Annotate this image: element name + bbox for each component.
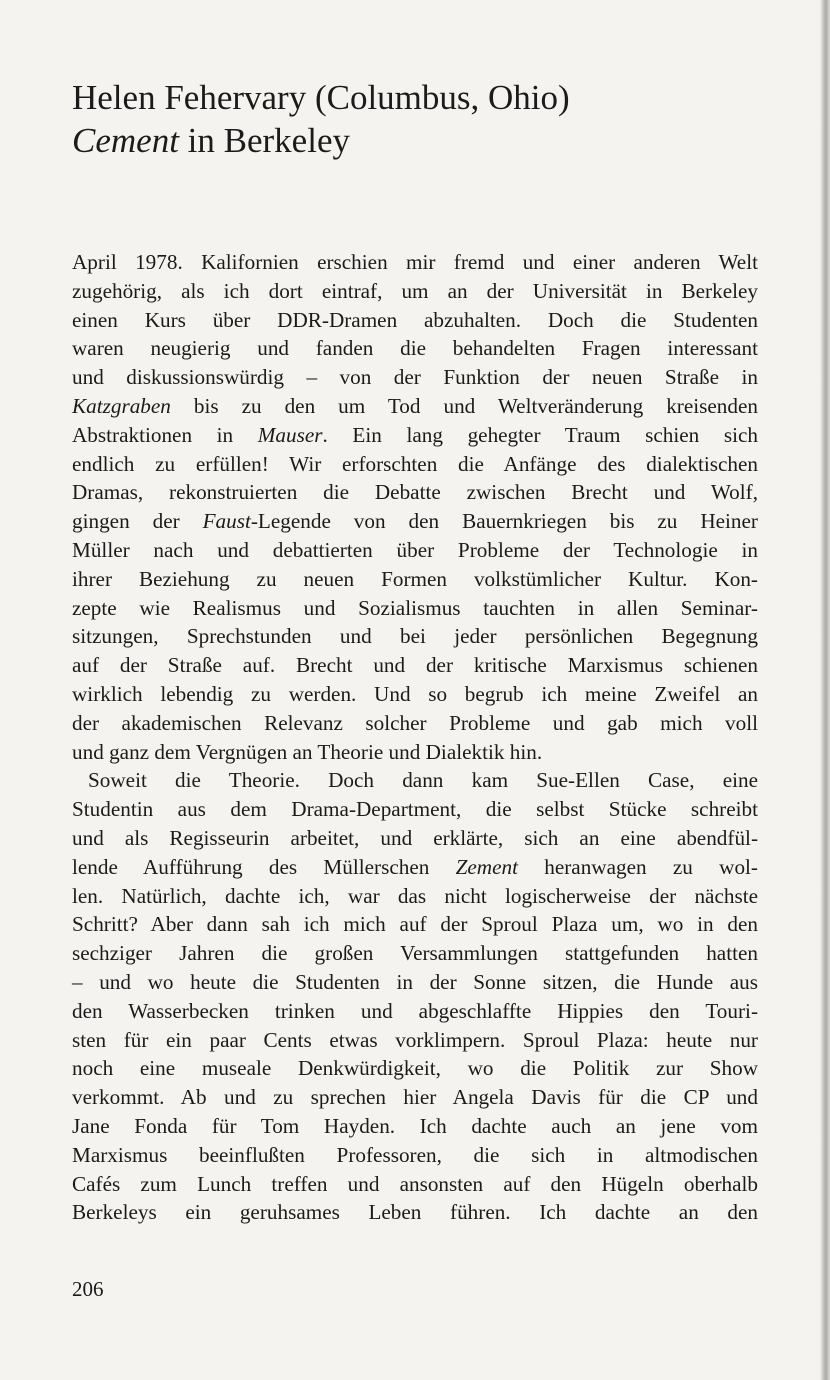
text-line: [72, 738, 758, 767]
text-line: [72, 1141, 758, 1170]
text-span: len. Natürlich, dachte ich, war das nicht logischerweise der nächste: [72, 883, 758, 908]
text-span: den Wasserbecken trinken und abgeschlaffte Hippies den Touri-: [72, 998, 758, 1023]
italic-title-span: Mauser: [257, 422, 323, 447]
text-span: sitzungen, Sprechstunden und bei jeder persönlichen Begegnung: [72, 624, 758, 649]
text-span: – und wo heute die Studenten in der Sonne sitzen, die Hunde aus: [72, 969, 758, 994]
text-span: wirklich lebendig zu werden. Und so begrub ich meine Zweifel an: [72, 681, 758, 706]
chapter-title: [72, 119, 772, 162]
text-span: einen Kurs über DDR-Dramen abzuhalten. Doch die Studenten: [72, 307, 758, 332]
page-number: 206: [72, 1277, 104, 1301]
text-line: [72, 1170, 758, 1199]
text-line: [72, 882, 758, 911]
text-span: Abstraktionen in: [72, 422, 258, 447]
text-line: [72, 507, 758, 536]
text-line: [72, 421, 758, 450]
text-line: [72, 651, 758, 680]
text-line: [72, 766, 758, 795]
text-span: Müller nach und debattierten über Probleme der Technologie in: [72, 537, 758, 562]
chapter-title-rest: in Berkeley: [178, 121, 350, 160]
text-line: [72, 910, 758, 939]
text-span: bis zu den um Tod und Weltveränderung kreisenden: [170, 393, 758, 418]
text-line: [72, 594, 758, 623]
text-line: [72, 392, 758, 421]
text-line: [72, 622, 758, 651]
text-span: Dramas, rekonstruierten die Debatte zwischen Brecht und Wolf,: [72, 480, 758, 505]
text-line: [72, 478, 758, 507]
text-span: zugehörig, als ich dort eintraf, um an der Universität in Berkeley: [72, 278, 758, 303]
text-span: heranwagen zu wol-: [517, 854, 758, 879]
text-span: Soweit die Theorie. Doch dann kam Sue-Ellen Case, eine: [88, 768, 758, 793]
page-edge-shadow: [820, 0, 830, 1380]
text-span: -Legende von den Bauernkriegen bis zu Heiner: [250, 509, 758, 534]
text-line: [72, 536, 758, 565]
text-span: und diskussionswürdig – von der Funktion der neuen Straße in: [72, 365, 758, 390]
text-span: Schritt? Aber dann sah ich mich auf der Sproul Plaza um, wo in den: [72, 912, 758, 937]
text-span: Marxismus beeinflußten Professoren, die sich in altmodischen: [72, 1142, 758, 1167]
text-span: ihrer Beziehung zu neuen Formen volkstümlicher Kultur. Kon-: [72, 566, 758, 591]
text-span: und als Regisseurin arbeitet, und erklärte, sich an eine abendfül-: [72, 825, 758, 850]
text-line: [72, 334, 758, 363]
italic-title-span: Zement: [455, 854, 518, 879]
text-span: . Ein lang gehegter Traum schien sich: [322, 422, 758, 447]
text-span: Jane Fonda für Tom Hayden. Ich dachte auch an jene vom: [72, 1113, 758, 1138]
text-line: [72, 853, 758, 882]
text-span: sten für ein paar Cents etwas vorklimpern. Sproul Plaza: heute nur: [72, 1027, 758, 1052]
body-text: [72, 248, 758, 1227]
text-line: [72, 277, 758, 306]
text-span: sechziger Jahren die großen Versammlungen stattgefunden hatten: [72, 941, 758, 966]
text-span: endlich zu erfüllen! Wir erforschten die Anfänge des dialektischen: [72, 451, 758, 476]
text-span: zepte wie Realismus und Sozialismus tauchten in allen Seminar-: [72, 595, 758, 620]
text-span: Cafés zum Lunch treffen und ansonsten auf den Hügeln oberhalb: [72, 1171, 758, 1196]
text-span: waren neugierig und fanden die behandelten Fragen interessant: [72, 336, 758, 361]
text-span: gingen der: [72, 509, 203, 534]
text-line: [72, 565, 758, 594]
text-line: [72, 306, 758, 335]
text-span: April 1978. Kalifornien erschien mir fremd und einer anderen Welt: [72, 250, 758, 274]
text-line: [72, 939, 758, 968]
text-line: [72, 363, 758, 392]
text-line: [72, 709, 758, 738]
author-line: Helen Fehervary (Columbus, Ohio): [72, 78, 570, 117]
text-line: [72, 248, 758, 277]
text-span: lende Aufführung des Müllerschen: [72, 854, 456, 879]
italic-title-span: Faust: [202, 509, 251, 534]
chapter-heading: [72, 76, 772, 162]
text-line: [72, 968, 758, 997]
text-span: noch eine museale Denkwürdigkeit, wo die Politik zur Show: [72, 1056, 758, 1081]
chapter-title-italic: Cement: [72, 121, 179, 160]
text-line: [72, 997, 758, 1026]
text-line: [72, 1026, 758, 1055]
text-line: [72, 1054, 758, 1083]
text-line: [72, 824, 758, 853]
text-span: Berkeleys ein geruhsames Leben führen. Ich dachte an den: [72, 1200, 758, 1225]
text-span: und ganz dem Vergnügen an Theorie und Dialektik hin.: [72, 739, 543, 764]
text-span: Studentin aus dem Drama-Department, die selbst Stücke schreibt: [72, 797, 758, 822]
text-line: [72, 1198, 758, 1227]
text-span: verkommt. Ab und zu sprechen hier Angela Davis für die CP und: [72, 1085, 758, 1110]
text-line: [72, 680, 758, 709]
text-line: [72, 795, 758, 824]
text-line: [72, 1112, 758, 1141]
text-span: auf der Straße auf. Brecht und der kritische Marxismus schienen: [72, 653, 758, 678]
text-span: der akademischen Relevanz solcher Probleme und gab mich voll: [72, 710, 758, 735]
italic-title-span: Katzgraben: [72, 393, 171, 418]
text-line: [72, 1083, 758, 1112]
text-line: [72, 450, 758, 479]
